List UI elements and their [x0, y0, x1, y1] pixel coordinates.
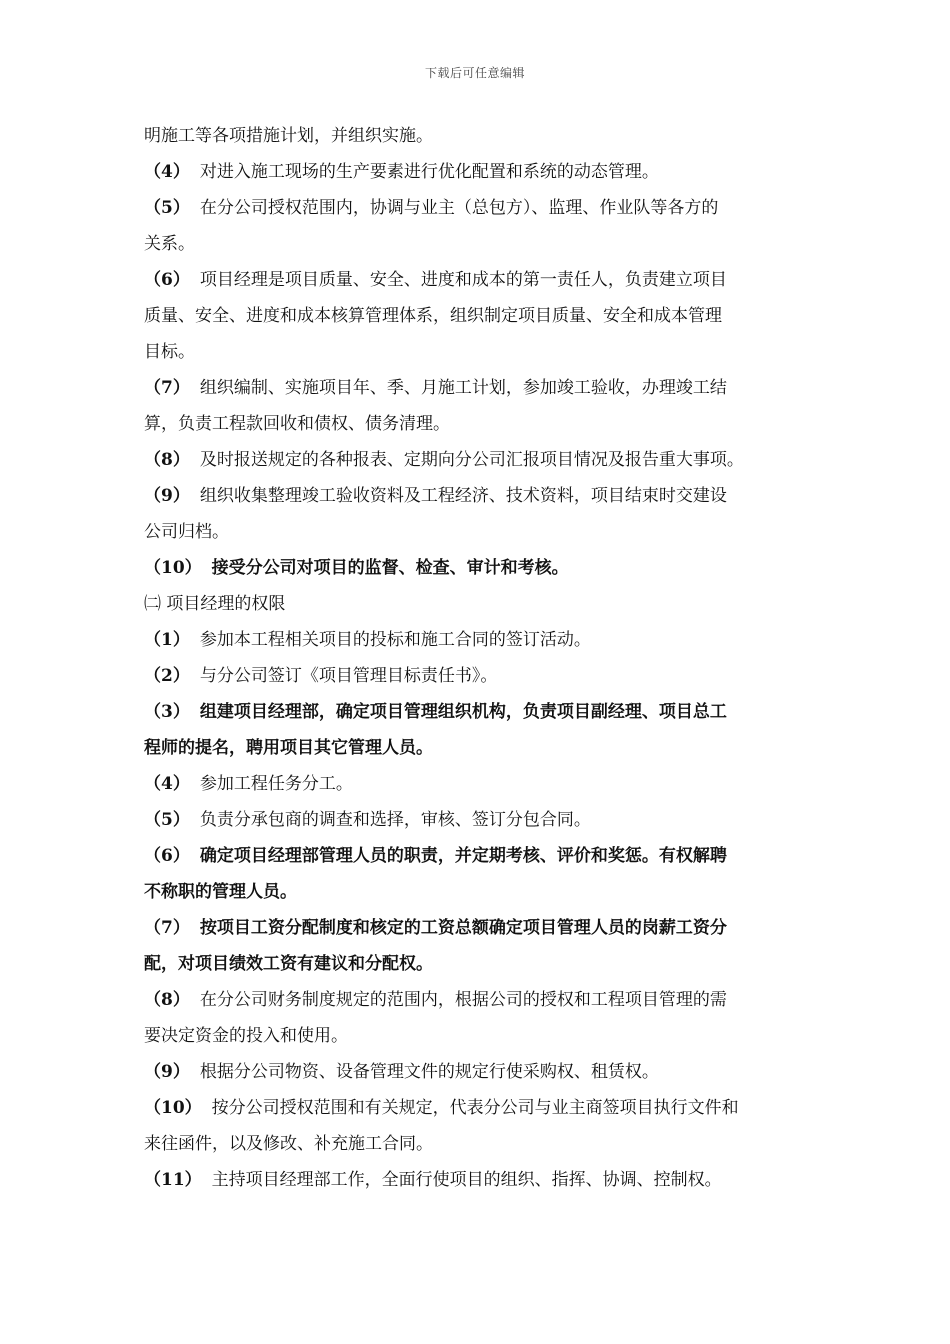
- line-text: 与分公司签订《项目管理目标责任书》。: [199, 666, 498, 686]
- line-text: 组织编制、实施项目年、季、月施工计划，参加竣工验收，办理竣工结: [199, 378, 727, 398]
- paragraph-line: [144, 1162, 810, 1198]
- paragraph-line: [144, 478, 810, 514]
- paragraph-line: [144, 190, 810, 226]
- item-number: （4）: [144, 774, 190, 794]
- line-text: 确定项目经理部管理人员的职责，并定期考核、评价和奖惩。有权解聘: [199, 846, 727, 866]
- line-text: 组建项目经理部，确定项目管理组织机构，负责项目副经理、项目总工: [199, 702, 727, 722]
- line-text: 来往函件，以及修改、补充施工合同。: [144, 1134, 433, 1154]
- line-text: 及时报送规定的各种报表、定期向分公司汇报项目情况及报告重大事项。: [199, 450, 744, 470]
- paragraph-line: [144, 982, 810, 1018]
- paragraph-line: [144, 1090, 810, 1126]
- paragraph-line: [144, 802, 810, 838]
- paragraph-line: [144, 298, 810, 334]
- item-number: （7）: [144, 918, 190, 938]
- line-text: 参加本工程相关项目的投标和施工合同的签订活动。: [199, 630, 591, 650]
- paragraph-line: [144, 118, 810, 154]
- line-text: 按分公司授权范围和有关规定，代表分公司与业主商签项目执行文件和: [211, 1098, 739, 1118]
- paragraph-line: [144, 946, 810, 982]
- line-text: 不称职的管理人员。: [144, 882, 297, 902]
- paragraph-line: [144, 658, 810, 694]
- line-text: 要决定资金的投入和使用。: [144, 1026, 348, 1046]
- item-number: （10）: [144, 1098, 202, 1118]
- paragraph-line: [144, 550, 810, 586]
- paragraph-line: [144, 406, 810, 442]
- paragraph-line: [144, 262, 810, 298]
- item-number: （9）: [144, 486, 190, 506]
- line-text: 在分公司授权范围内，协调与业主（总包方）、监理、作业队等各方的: [199, 198, 719, 218]
- line-text: 目标。: [144, 342, 195, 362]
- item-number: （1）: [144, 630, 190, 650]
- line-text: 公司归档。: [144, 522, 229, 542]
- line-text: 质量、安全、进度和成本核算管理体系，组织制定项目质量、安全和成本管理: [144, 306, 722, 326]
- paragraph-line: [144, 1126, 810, 1162]
- line-text: 明施工等各项措施计划，并组织实施。: [144, 126, 433, 146]
- line-text: 按项目工资分配制度和核定的工资总额确定项目管理人员的岗薪工资分: [199, 918, 727, 938]
- line-text: 在分公司财务制度规定的范围内，根据公司的授权和工程项目管理的需: [199, 990, 727, 1010]
- line-text: 配，对项目绩效工资有建议和分配权。: [144, 954, 433, 974]
- item-number: （5）: [144, 198, 190, 218]
- item-number: （6）: [144, 846, 190, 866]
- paragraph-line: [144, 730, 810, 766]
- line-text: 对进入施工现场的生产要素进行优化配置和系统的动态管理。: [199, 162, 659, 182]
- document-body: [144, 118, 810, 1198]
- paragraph-line: [144, 586, 810, 622]
- paragraph-line: [144, 694, 810, 730]
- paragraph-line: [144, 442, 810, 478]
- paragraph-line: [144, 874, 810, 910]
- paragraph-line: [144, 154, 810, 190]
- paragraph-line: [144, 766, 810, 802]
- paragraph-line: [144, 370, 810, 406]
- item-number: （8）: [144, 990, 190, 1010]
- item-number: （10）: [144, 558, 202, 578]
- line-text: 负责分承包商的调查和选择，审核、签订分包合同。: [199, 810, 591, 830]
- line-text: 关系。: [144, 234, 195, 254]
- line-text: 组织收集整理竣工验收资料及工程经济、技术资料，项目结束时交建设: [199, 486, 727, 506]
- item-number: （3）: [144, 702, 190, 722]
- item-number: （7）: [144, 378, 190, 398]
- paragraph-line: [144, 622, 810, 658]
- line-text: ㈡ 项目经理的权限: [144, 594, 286, 614]
- line-text: 程师的提名，聘用项目其它管理人员。: [144, 738, 433, 758]
- item-number: （11）: [144, 1170, 202, 1190]
- item-number: （8）: [144, 450, 190, 470]
- item-number: （5）: [144, 810, 190, 830]
- line-text: 主持项目经理部工作，全面行使项目的组织、指挥、协调、控制权。: [211, 1170, 722, 1190]
- line-text: 接受分公司对项目的监督、检查、审计和考核。: [211, 558, 569, 578]
- line-text: 参加工程任务分工。: [199, 774, 353, 794]
- line-text: 根据分公司物资、设备管理文件的规定行使采购权、租赁权。: [199, 1062, 659, 1082]
- item-number: （6）: [144, 270, 190, 290]
- paragraph-line: [144, 838, 810, 874]
- item-number: （9）: [144, 1062, 190, 1082]
- paragraph-line: [144, 910, 810, 946]
- line-text: 项目经理是项目质量、安全、进度和成本的第一责任人，负责建立项目: [199, 270, 727, 290]
- paragraph-line: [144, 226, 810, 262]
- paragraph-line: [144, 514, 810, 550]
- line-text: 算，负责工程款回收和债权、债务清理。: [144, 414, 450, 434]
- paragraph-line: [144, 334, 810, 370]
- page-header-note: 下载后可任意编辑: [424, 66, 525, 80]
- item-number: （4）: [144, 162, 190, 182]
- paragraph-line: [144, 1018, 810, 1054]
- paragraph-line: [144, 1054, 810, 1090]
- item-number: （2）: [144, 666, 190, 686]
